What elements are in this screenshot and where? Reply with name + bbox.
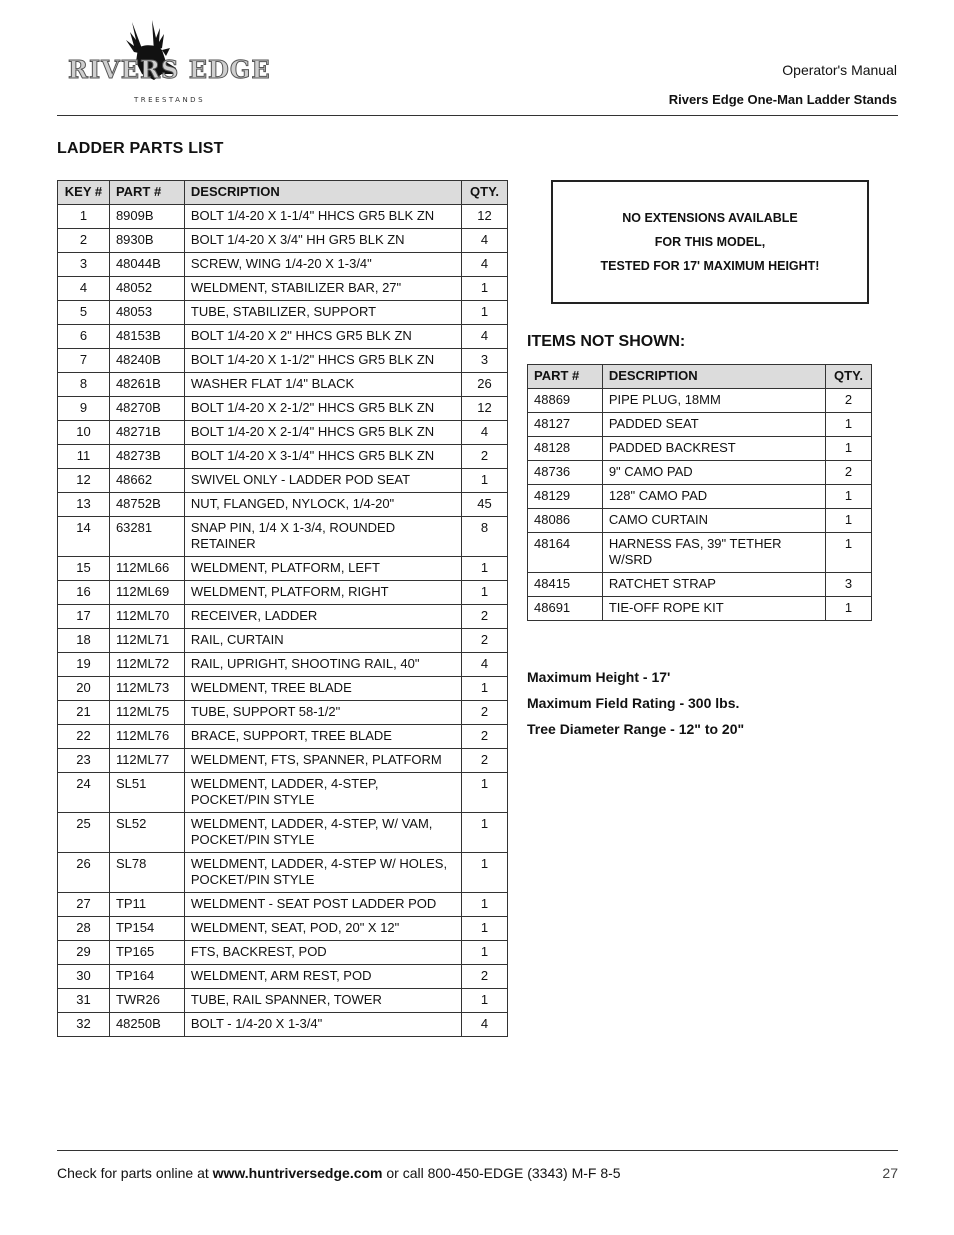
- table-row: [58, 557, 508, 581]
- table-row: [58, 813, 508, 853]
- description-cell: BOLT 1/4-20 X 1-1/4" HHCS GR5 BLK ZN: [184, 205, 461, 229]
- description-cell: WELDMENT, SEAT, POD, 20" X 12": [184, 917, 461, 941]
- description-cell: BOLT 1/4-20 X 1-1/2" HHCS GR5 BLK ZN: [184, 349, 461, 373]
- part-number-cell: 48273B: [109, 445, 184, 469]
- key-cell: 12: [58, 469, 110, 493]
- part-number-cell: 112ML71: [109, 629, 184, 653]
- table-row: [528, 437, 872, 461]
- description-cell: PADDED BACKREST: [602, 437, 825, 461]
- table-row: [58, 581, 508, 605]
- qty-cell: 1: [462, 773, 508, 813]
- description-cell: RECEIVER, LADDER: [184, 605, 461, 629]
- spec-max-height: Maximum Height - 17': [527, 669, 671, 685]
- footer-suffix: or call 800-450-EDGE (3343) M-F 8-5: [382, 1165, 621, 1181]
- key-cell: 15: [58, 557, 110, 581]
- part-number-cell: 48261B: [109, 373, 184, 397]
- table-row: [528, 597, 872, 621]
- qty-cell: 1: [462, 301, 508, 325]
- qty-cell: 1: [462, 677, 508, 701]
- qty-cell: 4: [462, 229, 508, 253]
- description-cell: NUT, FLANGED, NYLOCK, 1/4-20": [184, 493, 461, 517]
- table-row: [528, 573, 872, 597]
- part-number-cell: 48240B: [109, 349, 184, 373]
- key-cell: 29: [58, 941, 110, 965]
- manual-subtitle: Rivers Edge One-Man Ladder Stands: [668, 92, 897, 107]
- part-number-cell: SL78: [109, 853, 184, 893]
- table-row: [58, 773, 508, 813]
- part-number-cell: TWR26: [109, 989, 184, 1013]
- table-row: [58, 445, 508, 469]
- description-cell: 128" CAMO PAD: [602, 485, 825, 509]
- part-number-cell: 48164: [528, 533, 603, 573]
- items-not-shown-title: ITEMS NOT SHOWN:: [527, 333, 686, 350]
- table-row: [58, 677, 508, 701]
- ladder-parts-table: [57, 180, 508, 1037]
- table-row: [58, 989, 508, 1013]
- qty-cell: 4: [462, 253, 508, 277]
- table-row: [58, 517, 508, 557]
- qty-cell: 1: [826, 437, 872, 461]
- part-number-cell: 48044B: [109, 253, 184, 277]
- qty-cell: 2: [462, 965, 508, 989]
- qty-cell: 3: [826, 573, 872, 597]
- description-cell: BOLT 1/4-20 X 2-1/2" HHCS GR5 BLK ZN: [184, 397, 461, 421]
- part-number-cell: 8909B: [109, 205, 184, 229]
- table-row: [58, 629, 508, 653]
- description-cell: BOLT 1/4-20 X 3-1/4" HHCS GR5 BLK ZN: [184, 445, 461, 469]
- description-cell: TUBE, SUPPORT 58-1/2": [184, 701, 461, 725]
- table-row: [58, 373, 508, 397]
- description-cell: WELDMENT, PLATFORM, LEFT: [184, 557, 461, 581]
- table-row: [528, 389, 872, 413]
- key-cell: 18: [58, 629, 110, 653]
- description-cell: RATCHET STRAP: [602, 573, 825, 597]
- qty-cell: 1: [462, 941, 508, 965]
- qty-cell: 2: [462, 725, 508, 749]
- notice-box: [551, 180, 869, 304]
- key-cell: 23: [58, 749, 110, 773]
- table-row: [58, 605, 508, 629]
- qty-cell: 1: [462, 813, 508, 853]
- qty-cell: 2: [826, 461, 872, 485]
- table-row: [528, 509, 872, 533]
- part-number-cell: 8930B: [109, 229, 184, 253]
- part-number-cell: 48053: [109, 301, 184, 325]
- qty-cell: 2: [462, 445, 508, 469]
- part-number-cell: 48415: [528, 573, 603, 597]
- table-header-row: [528, 365, 872, 389]
- column-header-qty: QTY.: [462, 181, 508, 205]
- description-cell: SCREW, WING 1/4-20 X 1-3/4": [184, 253, 461, 277]
- qty-cell: 1: [826, 509, 872, 533]
- key-cell: 5: [58, 301, 110, 325]
- table-row: [58, 205, 508, 229]
- key-cell: 21: [58, 701, 110, 725]
- table-row: [58, 253, 508, 277]
- footer-text: [57, 1165, 621, 1181]
- qty-cell: 1: [462, 277, 508, 301]
- description-cell: WELDMENT, LADDER, 4-STEP W/ HOLES, POCKET/PIN STYLE: [184, 853, 461, 893]
- key-cell: 7: [58, 349, 110, 373]
- table-row: [58, 965, 508, 989]
- column-header-part: PART #: [109, 181, 184, 205]
- part-number-cell: 48128: [528, 437, 603, 461]
- key-cell: 19: [58, 653, 110, 677]
- items-table-body: [528, 389, 872, 621]
- qty-cell: 4: [462, 653, 508, 677]
- qty-cell: 2: [462, 605, 508, 629]
- notice-line: FOR THIS MODEL,: [654, 235, 766, 249]
- column-header-description: DESCRIPTION: [184, 181, 461, 205]
- description-cell: BOLT 1/4-20 X 2" HHCS GR5 BLK ZN: [184, 325, 461, 349]
- website-link[interactable]: www.huntriversedge.com: [212, 1165, 383, 1181]
- qty-cell: 2: [826, 389, 872, 413]
- table-row: [58, 941, 508, 965]
- description-cell: BRACE, SUPPORT, TREE BLADE: [184, 725, 461, 749]
- part-number-cell: 48270B: [109, 397, 184, 421]
- table-row: [58, 421, 508, 445]
- description-cell: WELDMENT, PLATFORM, RIGHT: [184, 581, 461, 605]
- table-row: [58, 301, 508, 325]
- description-cell: WELDMENT, FTS, SPANNER, PLATFORM: [184, 749, 461, 773]
- qty-cell: 1: [462, 469, 508, 493]
- table-row: [58, 469, 508, 493]
- part-number-cell: 48086: [528, 509, 603, 533]
- key-cell: 25: [58, 813, 110, 853]
- table-row: [528, 413, 872, 437]
- key-cell: 31: [58, 989, 110, 1013]
- description-cell: WELDMENT - SEAT POST LADDER POD: [184, 893, 461, 917]
- header-divider: [57, 115, 898, 116]
- table-row: [528, 461, 872, 485]
- page-number: 27: [882, 1165, 898, 1181]
- description-cell: SNAP PIN, 1/4 X 1-3/4, ROUNDED RETAINER: [184, 517, 461, 557]
- key-cell: 17: [58, 605, 110, 629]
- table-row: [58, 653, 508, 677]
- column-header-key: KEY #: [58, 181, 110, 205]
- qty-cell: 1: [826, 533, 872, 573]
- part-number-cell: 112ML73: [109, 677, 184, 701]
- part-number-cell: 112ML75: [109, 701, 184, 725]
- description-cell: WELDMENT, STABILIZER BAR, 27": [184, 277, 461, 301]
- notice-line: TESTED FOR 17' MAXIMUM HEIGHT!: [600, 259, 820, 273]
- table-row: [58, 493, 508, 517]
- key-cell: 9: [58, 397, 110, 421]
- key-cell: 13: [58, 493, 110, 517]
- notice-line: NO EXTENSIONS AVAILABLE: [622, 211, 798, 225]
- description-cell: BOLT - 1/4-20 X 1-3/4": [184, 1013, 461, 1037]
- footer-divider: [57, 1150, 898, 1151]
- table-row: [58, 397, 508, 421]
- part-number-cell: 112ML72: [109, 653, 184, 677]
- part-number-cell: SL52: [109, 813, 184, 853]
- table-row: [58, 701, 508, 725]
- column-header-part: PART #: [528, 365, 603, 389]
- key-cell: 2: [58, 229, 110, 253]
- qty-cell: 2: [462, 701, 508, 725]
- key-cell: 28: [58, 917, 110, 941]
- table-row: [58, 229, 508, 253]
- qty-cell: 1: [826, 485, 872, 509]
- table-row: [58, 725, 508, 749]
- part-number-cell: 48662: [109, 469, 184, 493]
- qty-cell: 1: [462, 989, 508, 1013]
- table-row: [58, 893, 508, 917]
- qty-cell: 2: [462, 629, 508, 653]
- description-cell: BOLT 1/4-20 X 3/4" HH GR5 BLK ZN: [184, 229, 461, 253]
- part-number-cell: 63281: [109, 517, 184, 557]
- key-cell: 32: [58, 1013, 110, 1037]
- qty-cell: 45: [462, 493, 508, 517]
- qty-cell: 12: [462, 397, 508, 421]
- description-cell: TUBE, STABILIZER, SUPPORT: [184, 301, 461, 325]
- description-cell: RAIL, UPRIGHT, SHOOTING RAIL, 40": [184, 653, 461, 677]
- key-cell: 22: [58, 725, 110, 749]
- description-cell: FTS, BACKREST, POD: [184, 941, 461, 965]
- part-number-cell: 48250B: [109, 1013, 184, 1037]
- key-cell: 6: [58, 325, 110, 349]
- part-number-cell: 112ML70: [109, 605, 184, 629]
- part-number-cell: 112ML77: [109, 749, 184, 773]
- description-cell: WELDMENT, TREE BLADE: [184, 677, 461, 701]
- key-cell: 8: [58, 373, 110, 397]
- part-number-cell: TP164: [109, 965, 184, 989]
- table-row: [58, 349, 508, 373]
- part-number-cell: TP11: [109, 893, 184, 917]
- qty-cell: 1: [462, 853, 508, 893]
- footer-prefix: Check for parts online at: [57, 1165, 213, 1181]
- qty-cell: 12: [462, 205, 508, 229]
- part-number-cell: 48752B: [109, 493, 184, 517]
- section-title: LADDER PARTS LIST: [57, 140, 224, 157]
- logo-subtext: TREESTANDS: [134, 96, 206, 104]
- spec-max-rating: Maximum Field Rating - 300 lbs.: [527, 695, 740, 711]
- deer-head-icon: [66, 18, 271, 106]
- description-cell: WELDMENT, LADDER, 4-STEP, W/ VAM, POCKET/PIN STYLE: [184, 813, 461, 853]
- description-cell: SWIVEL ONLY - LADDER POD SEAT: [184, 469, 461, 493]
- description-cell: HARNESS FAS, 39" TETHER W/SRD: [602, 533, 825, 573]
- part-number-cell: 48736: [528, 461, 603, 485]
- column-header-description: DESCRIPTION: [602, 365, 825, 389]
- items-not-shown-table: [527, 364, 872, 621]
- qty-cell: 1: [462, 557, 508, 581]
- manual-title: Operator's Manual: [782, 62, 897, 78]
- part-number-cell: 112ML76: [109, 725, 184, 749]
- qty-cell: 4: [462, 325, 508, 349]
- table-row: [528, 485, 872, 509]
- qty-cell: 1: [462, 893, 508, 917]
- column-header-qty: QTY.: [826, 365, 872, 389]
- description-cell: BOLT 1/4-20 X 2-1/4" HHCS GR5 BLK ZN: [184, 421, 461, 445]
- qty-cell: 1: [462, 917, 508, 941]
- key-cell: 24: [58, 773, 110, 813]
- key-cell: 27: [58, 893, 110, 917]
- qty-cell: 8: [462, 517, 508, 557]
- qty-cell: 4: [462, 421, 508, 445]
- part-number-cell: TP165: [109, 941, 184, 965]
- key-cell: 16: [58, 581, 110, 605]
- parts-table-body: [58, 205, 508, 1037]
- description-cell: TIE-OFF ROPE KIT: [602, 597, 825, 621]
- table-header-row: [58, 181, 508, 205]
- key-cell: 3: [58, 253, 110, 277]
- qty-cell: 1: [826, 597, 872, 621]
- part-number-cell: 112ML66: [109, 557, 184, 581]
- description-cell: 9" CAMO PAD: [602, 461, 825, 485]
- table-row: [58, 749, 508, 773]
- table-row: [58, 277, 508, 301]
- description-cell: WELDMENT, LADDER, 4-STEP, POCKET/PIN STYLE: [184, 773, 461, 813]
- part-number-cell: 48691: [528, 597, 603, 621]
- key-cell: 4: [58, 277, 110, 301]
- qty-cell: 4: [462, 1013, 508, 1037]
- description-cell: WELDMENT, ARM REST, POD: [184, 965, 461, 989]
- part-number-cell: 48052: [109, 277, 184, 301]
- description-cell: PIPE PLUG, 18MM: [602, 389, 825, 413]
- key-cell: 20: [58, 677, 110, 701]
- description-cell: TUBE, RAIL SPANNER, TOWER: [184, 989, 461, 1013]
- key-cell: 10: [58, 421, 110, 445]
- qty-cell: 1: [826, 413, 872, 437]
- part-number-cell: SL51: [109, 773, 184, 813]
- table-row: [58, 853, 508, 893]
- spec-tree-range: Tree Diameter Range - 12" to 20": [527, 721, 745, 737]
- qty-cell: 1: [462, 581, 508, 605]
- logo-text: RIVERS EDGE: [68, 55, 271, 84]
- table-row: [528, 533, 872, 573]
- key-cell: 14: [58, 517, 110, 557]
- key-cell: 30: [58, 965, 110, 989]
- part-number-cell: 48869: [528, 389, 603, 413]
- company-logo: [66, 18, 271, 106]
- specifications: [527, 664, 744, 742]
- part-number-cell: 48271B: [109, 421, 184, 445]
- qty-cell: 2: [462, 749, 508, 773]
- part-number-cell: 48129: [528, 485, 603, 509]
- table-row: [58, 917, 508, 941]
- part-number-cell: 48127: [528, 413, 603, 437]
- description-cell: WASHER FLAT 1/4" BLACK: [184, 373, 461, 397]
- table-row: [58, 325, 508, 349]
- qty-cell: 26: [462, 373, 508, 397]
- description-cell: PADDED SEAT: [602, 413, 825, 437]
- description-cell: CAMO CURTAIN: [602, 509, 825, 533]
- key-cell: 26: [58, 853, 110, 893]
- part-number-cell: 112ML69: [109, 581, 184, 605]
- qty-cell: 3: [462, 349, 508, 373]
- key-cell: 1: [58, 205, 110, 229]
- table-row: [58, 1013, 508, 1037]
- key-cell: 11: [58, 445, 110, 469]
- part-number-cell: 48153B: [109, 325, 184, 349]
- part-number-cell: TP154: [109, 917, 184, 941]
- description-cell: RAIL, CURTAIN: [184, 629, 461, 653]
